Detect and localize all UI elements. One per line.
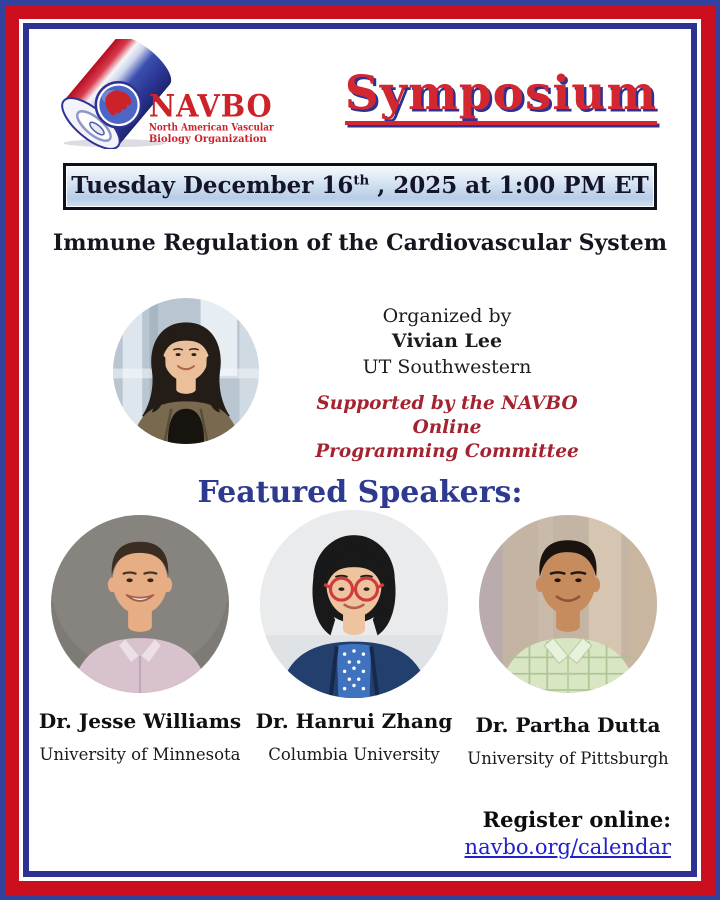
speakers-heading: Featured Speakers: xyxy=(197,475,523,511)
speaker-card xyxy=(33,515,247,768)
organizer-section xyxy=(29,298,691,463)
speaker-affiliation: Columbia University xyxy=(268,745,440,765)
date-text: Tuesday December 16 xyxy=(71,172,354,199)
white-gap-frame xyxy=(19,19,701,881)
red-frame xyxy=(5,5,715,895)
register-link[interactable]: navbo.org/calendar xyxy=(464,834,671,859)
zhang-portrait xyxy=(260,510,448,698)
symposium-underline xyxy=(345,121,657,125)
logo-tagline-1: North American Vascular xyxy=(148,121,275,134)
support-note: Supported by the NAVBO Online Programming Committee xyxy=(315,393,579,462)
organizer-photo xyxy=(113,298,259,444)
speaker-name: Dr. Partha Dutta xyxy=(475,713,661,738)
speaker-name: Dr. Hanrui Zhang xyxy=(255,709,453,734)
williams-portrait xyxy=(51,515,229,693)
header xyxy=(29,29,691,153)
navbo-logo xyxy=(53,39,285,153)
speaker-card xyxy=(247,515,461,768)
navbo-logo-graphic xyxy=(53,39,285,149)
speaker-card xyxy=(461,515,675,768)
organizer-portrait xyxy=(113,298,259,444)
organizer-info xyxy=(287,298,607,463)
navy-frame xyxy=(23,23,697,877)
symposium-title: Symposium xyxy=(344,66,658,121)
speaker-photo xyxy=(260,510,448,698)
date-banner xyxy=(63,163,657,210)
speaker-photo xyxy=(479,515,657,693)
navbo-wordmark: NAVBO xyxy=(148,88,273,125)
organizer-name: Vivian Lee xyxy=(391,330,503,353)
date-text-suffix: , 2025 at 1:00 PM ET xyxy=(369,172,649,199)
logo-tagline-2: Biology Organization xyxy=(148,133,268,146)
globe-icon xyxy=(96,82,141,127)
speaker-photo xyxy=(51,515,229,693)
organizer-label: Organized by xyxy=(382,305,512,327)
register-section xyxy=(465,806,671,861)
event-title: Immune Regulation of the Cardiovascular System xyxy=(52,230,668,256)
organizer-affiliation: UT Southwestern xyxy=(362,355,532,378)
speaker-affiliation: University of Minnesota xyxy=(39,745,241,765)
speaker-affiliation: University of Pittsburgh xyxy=(467,749,669,769)
date-ordinal: th xyxy=(353,172,370,189)
symposium-title-area xyxy=(293,39,673,125)
register-label: Register online: xyxy=(482,807,671,833)
speaker-name: Dr. Jesse Williams xyxy=(38,709,242,734)
face xyxy=(113,549,168,614)
speakers-row xyxy=(29,515,691,768)
dutta-portrait xyxy=(479,515,657,693)
